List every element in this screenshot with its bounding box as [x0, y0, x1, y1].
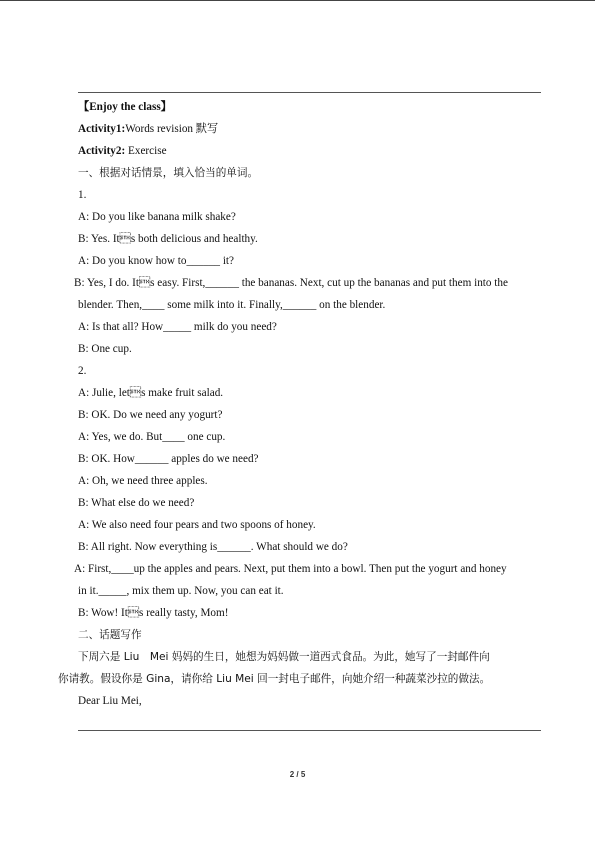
activity2-line [0, 140, 595, 162]
dialogue1-line: blender. Then,____ some milk into it. Finally,______ on the blender. [78, 299, 386, 311]
dialogue1-line: B: Yes, I do. Its easy. First,______ the bananas. Next, cut up the bananas and put them into the [74, 277, 508, 289]
page-number: 2 / 5 [289, 770, 306, 779]
part2-instruction: 二、话题写作 [78, 629, 142, 641]
header-rule [78, 92, 541, 93]
dialogue1-line: A: Do you like banana milk shake? [78, 211, 236, 223]
writing-prompt-line-2: 你请教。假设你是 Gina，请你给 Liu Mei 回一封电子邮件，向她介绍一种蔬菜沙拉的做法。 [58, 673, 491, 685]
dialogue2-line: B: OK. How______ apples do we need? [78, 453, 259, 465]
dialogue2-line: B: All right. Now everything is______. What should we do? [78, 541, 348, 553]
dialogue1-line: A: Do you know how to______ it? [78, 255, 234, 267]
question-number-2: 2. [78, 365, 87, 377]
activity2-label: Activity2: [78, 145, 126, 157]
dialogue2-line: in it._____, mix them up. Now, you can eat it. [78, 585, 284, 597]
answer-rule [78, 730, 541, 731]
dialogue2-line: A: Oh, we need three apples. [78, 475, 208, 487]
section-title: 【Enjoy the class】 [78, 101, 172, 113]
writing-prompt-line-1: 下周六是 Liu Mei 妈妈的生日，她想为妈妈做一道西式食品。为此，她写了一封邮件向 [78, 651, 490, 663]
dialogue2-line: A: We also need four pears and two spoons of honey. [78, 519, 316, 531]
dialogue2-line: B: OK. Do we need any yogurt? [78, 409, 223, 421]
part1-instruction: 一、根据对话情景，填入恰当的单词。 [78, 167, 259, 179]
dialogue1-line: B: Yes. Its both delicious and healthy. [78, 233, 258, 245]
dialogue2-line: B: Wow! Its really tasty, Mom! [78, 607, 229, 619]
page-top-border [0, 0, 595, 1]
activity1-line [0, 118, 595, 140]
question-number-1: 1. [78, 189, 87, 201]
dialogue1-line: A: Is that all? How_____ milk do you need? [78, 321, 277, 333]
dialogue2-line: B: What else do we need? [78, 497, 195, 509]
dialogue2-line: A: Julie, lets make fruit salad. [78, 387, 224, 399]
activity1-text: Words revision 默写 [125, 123, 219, 135]
dialogue2-line: A: Yes, we do. But____ one cup. [78, 431, 226, 443]
document-body [0, 96, 595, 712]
dialogue1-line: B: One cup. [78, 343, 132, 355]
letter-salutation: Dear Liu Mei, [78, 695, 142, 707]
dialogue2-line: A: First,____up the apples and pears. Next, put them into a bowl. Then put the yogurt and honey [74, 563, 507, 575]
activity1-label: Activity1: [78, 123, 126, 135]
activity2-text: Exercise [125, 145, 167, 157]
